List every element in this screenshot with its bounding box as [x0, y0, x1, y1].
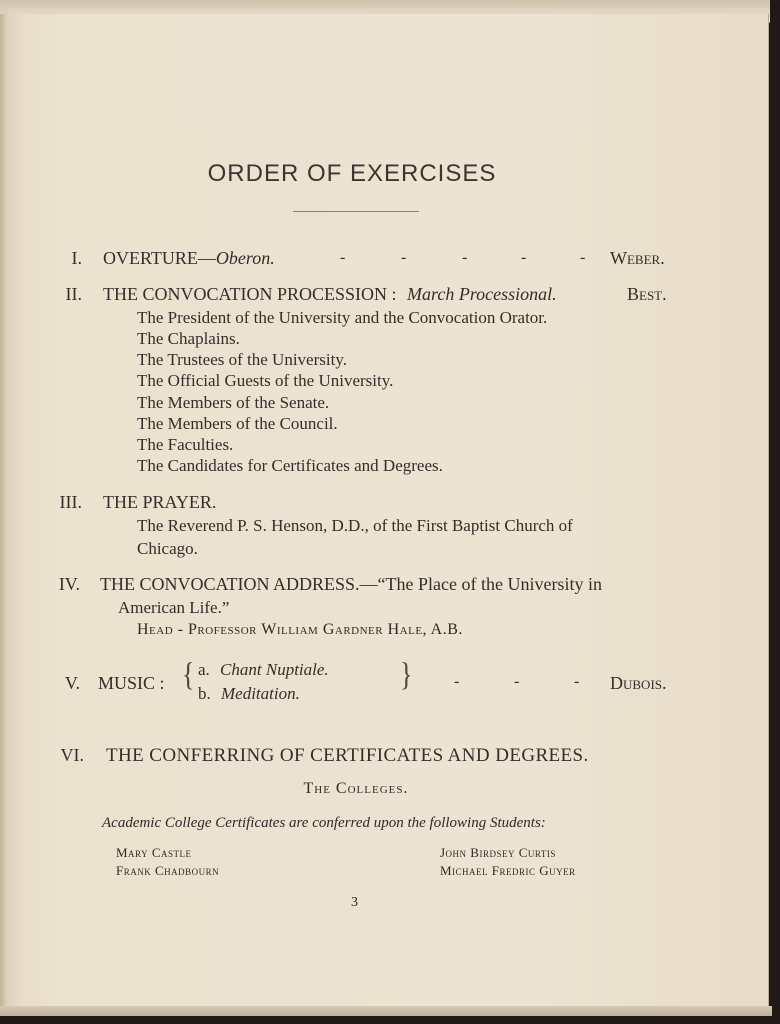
- procession-item: The Members of the Senate.: [137, 393, 330, 412]
- heading-text: OVERTURE—: [103, 248, 216, 268]
- section-number: III.: [59, 492, 82, 512]
- leader-dash: -: [454, 673, 460, 690]
- composer: Weber.: [610, 248, 665, 268]
- section-heading: [103, 284, 557, 305]
- leader-dash: -: [340, 249, 346, 266]
- leader-dash: -: [401, 249, 407, 266]
- composer: Best.: [627, 284, 667, 304]
- section-number: IV.: [58, 574, 80, 594]
- prayer-text: Chicago.: [137, 539, 198, 558]
- conferral-note: Academic College Certificates are conferred upon the following Students:: [102, 815, 546, 831]
- procession-item: The Members of the Council.: [137, 414, 338, 433]
- section-heading: [103, 248, 275, 269]
- work-title: March Processional.: [407, 284, 557, 304]
- section-number: V.: [64, 673, 80, 693]
- section-number: I.: [71, 248, 82, 268]
- procession-item: The Chaplains.: [137, 329, 240, 348]
- subheading: The Colleges.: [303, 780, 409, 797]
- prayer-text: The Reverend P. S. Henson, D.D., of the First Baptist Church of: [137, 516, 573, 535]
- section-number: II.: [65, 284, 82, 304]
- student-name: Michael Fredric Guyer: [440, 863, 576, 878]
- work-title: Meditation.: [221, 684, 300, 703]
- left-brace: {: [182, 656, 195, 693]
- procession-item: The Faculties.: [137, 435, 234, 454]
- speaker: Head - Professor William Gardner Hale, A.B.: [137, 621, 463, 638]
- composer: Dubois.: [610, 673, 667, 693]
- title-rule: [293, 211, 419, 212]
- procession-item: The Official Guests of the University.: [137, 371, 394, 390]
- student-name: Mary Castle: [116, 845, 192, 860]
- heading-text: THE CONVOCATION PROCESSION :: [103, 284, 397, 304]
- leader-dash: -: [580, 249, 586, 266]
- item-label: a.: [198, 660, 210, 679]
- page-edge: [0, 1006, 772, 1016]
- music-item: [198, 684, 300, 704]
- music-item: [198, 660, 329, 680]
- page-number: 3: [351, 895, 358, 910]
- student-name: Frank Chadbourn: [116, 863, 220, 878]
- leader-dash: -: [521, 249, 527, 266]
- procession-item: The Candidates for Certificates and Degrees.: [137, 456, 443, 475]
- procession-item: The Trustees of the University.: [137, 350, 347, 369]
- section-heading: MUSIC :: [98, 673, 165, 693]
- section-heading: THE CONFERRING OF CERTIFICATES AND DEGREES.: [106, 745, 589, 766]
- section-number: VI.: [60, 745, 84, 765]
- section-heading: THE CONVOCATION ADDRESS.—“The Place of the University in: [100, 574, 602, 594]
- work-title: Chant Nuptiale.: [220, 660, 329, 679]
- right-brace: }: [400, 656, 413, 693]
- student-name: John Birdsey Curtis: [440, 845, 556, 860]
- leader-dash: -: [514, 673, 520, 690]
- procession-item: The President of the University and the Convocation Orator.: [137, 308, 548, 327]
- item-label: b.: [198, 684, 211, 703]
- page-title: ORDER OF EXERCISES: [207, 160, 497, 187]
- leader-dash: -: [574, 673, 580, 690]
- leader-dash: -: [462, 249, 468, 266]
- work-title: Oberon.: [215, 248, 275, 268]
- section-heading-continued: American Life.”: [118, 598, 230, 617]
- section-heading: THE PRAYER.: [103, 492, 217, 512]
